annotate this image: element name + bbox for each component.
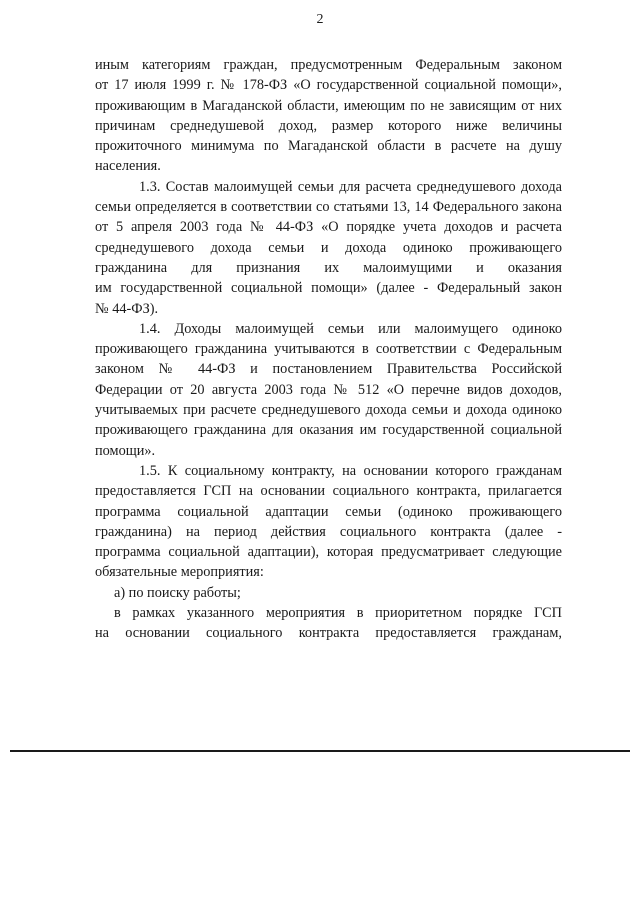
text-line: проживающим в Магаданской области, имеющим по не зависящим от них — [95, 97, 562, 114]
text-line: прожиточного минимума по Магаданской области в расчете на душу — [95, 138, 562, 155]
text-line: гражданина) на период действия социального контракта (далее - — [95, 523, 562, 540]
text-line: законом № 44-ФЗ и постановлением Правительства Российской — [95, 361, 562, 378]
text-line: учитываемых при расчете среднедушевого дохода семьи и дохода одиноко — [95, 402, 562, 419]
text-line: 1.4. Доходы малоимущей семьи или малоимущего одиноко — [139, 320, 562, 337]
bottom-rule-divider — [10, 750, 630, 752]
text-line: предоставляется ГСП на основании социального контракта, прилагается — [95, 483, 562, 500]
text-line: Федерации от 20 августа 2003 года № 512 «О перечне видов доходов, — [95, 381, 562, 398]
text-line: в рамках указанного мероприятия в приоритетном порядке ГСП — [114, 605, 562, 622]
text-line: 1.3. Состав малоимущей семьи для расчета среднедушевого дохода — [139, 178, 562, 195]
text-line: № 44-ФЗ). — [95, 300, 159, 317]
text-line: им государственной социальной помощи» (далее - Федеральный закон — [95, 280, 562, 297]
text-line: населения. — [95, 158, 161, 175]
document-body-text — [95, 55, 562, 644]
text-line: а) по поиску работы; — [114, 584, 241, 601]
text-line: программа социальной адаптации), которая предусматривает следующие — [95, 544, 562, 561]
text-line: семьи определяется в соответствии со статьями 13, 14 Федерального закона — [95, 199, 562, 216]
text-line: 1.5. К социальному контракту, на основании которого гражданам — [139, 462, 562, 479]
text-line: иным категориям граждан, предусмотренным Федеральным законом — [95, 57, 562, 73]
text-line: среднедушевого дохода семьи и дохода одиноко проживающего — [95, 239, 562, 256]
text-line: помощи». — [95, 442, 156, 459]
text-line: обязательные мероприятия: — [95, 564, 264, 581]
text-line: от 5 апреля 2003 года № 44-ФЗ «О порядке учета доходов и расчета — [95, 219, 562, 236]
page-number: 2 — [316, 12, 324, 27]
text-line: причинам среднедушевой доход, размер которого ниже величины — [95, 117, 562, 134]
text-line: проживающего гражданина учитываются в соответствии с Федеральным — [95, 341, 562, 358]
text-line: на основании социального контракта предоставляется гражданам, — [95, 625, 562, 642]
text-line: проживающего гражданина для оказания им государственной социальной — [95, 422, 562, 439]
text-line: от 17 июля 1999 г. № 178-ФЗ «О государственной социальной помощи», — [95, 77, 562, 94]
text-line: программа социальной адаптации семьи (одиноко проживающего — [95, 503, 562, 520]
text-line: гражданина для признания их малоимущими и оказания — [95, 259, 562, 276]
